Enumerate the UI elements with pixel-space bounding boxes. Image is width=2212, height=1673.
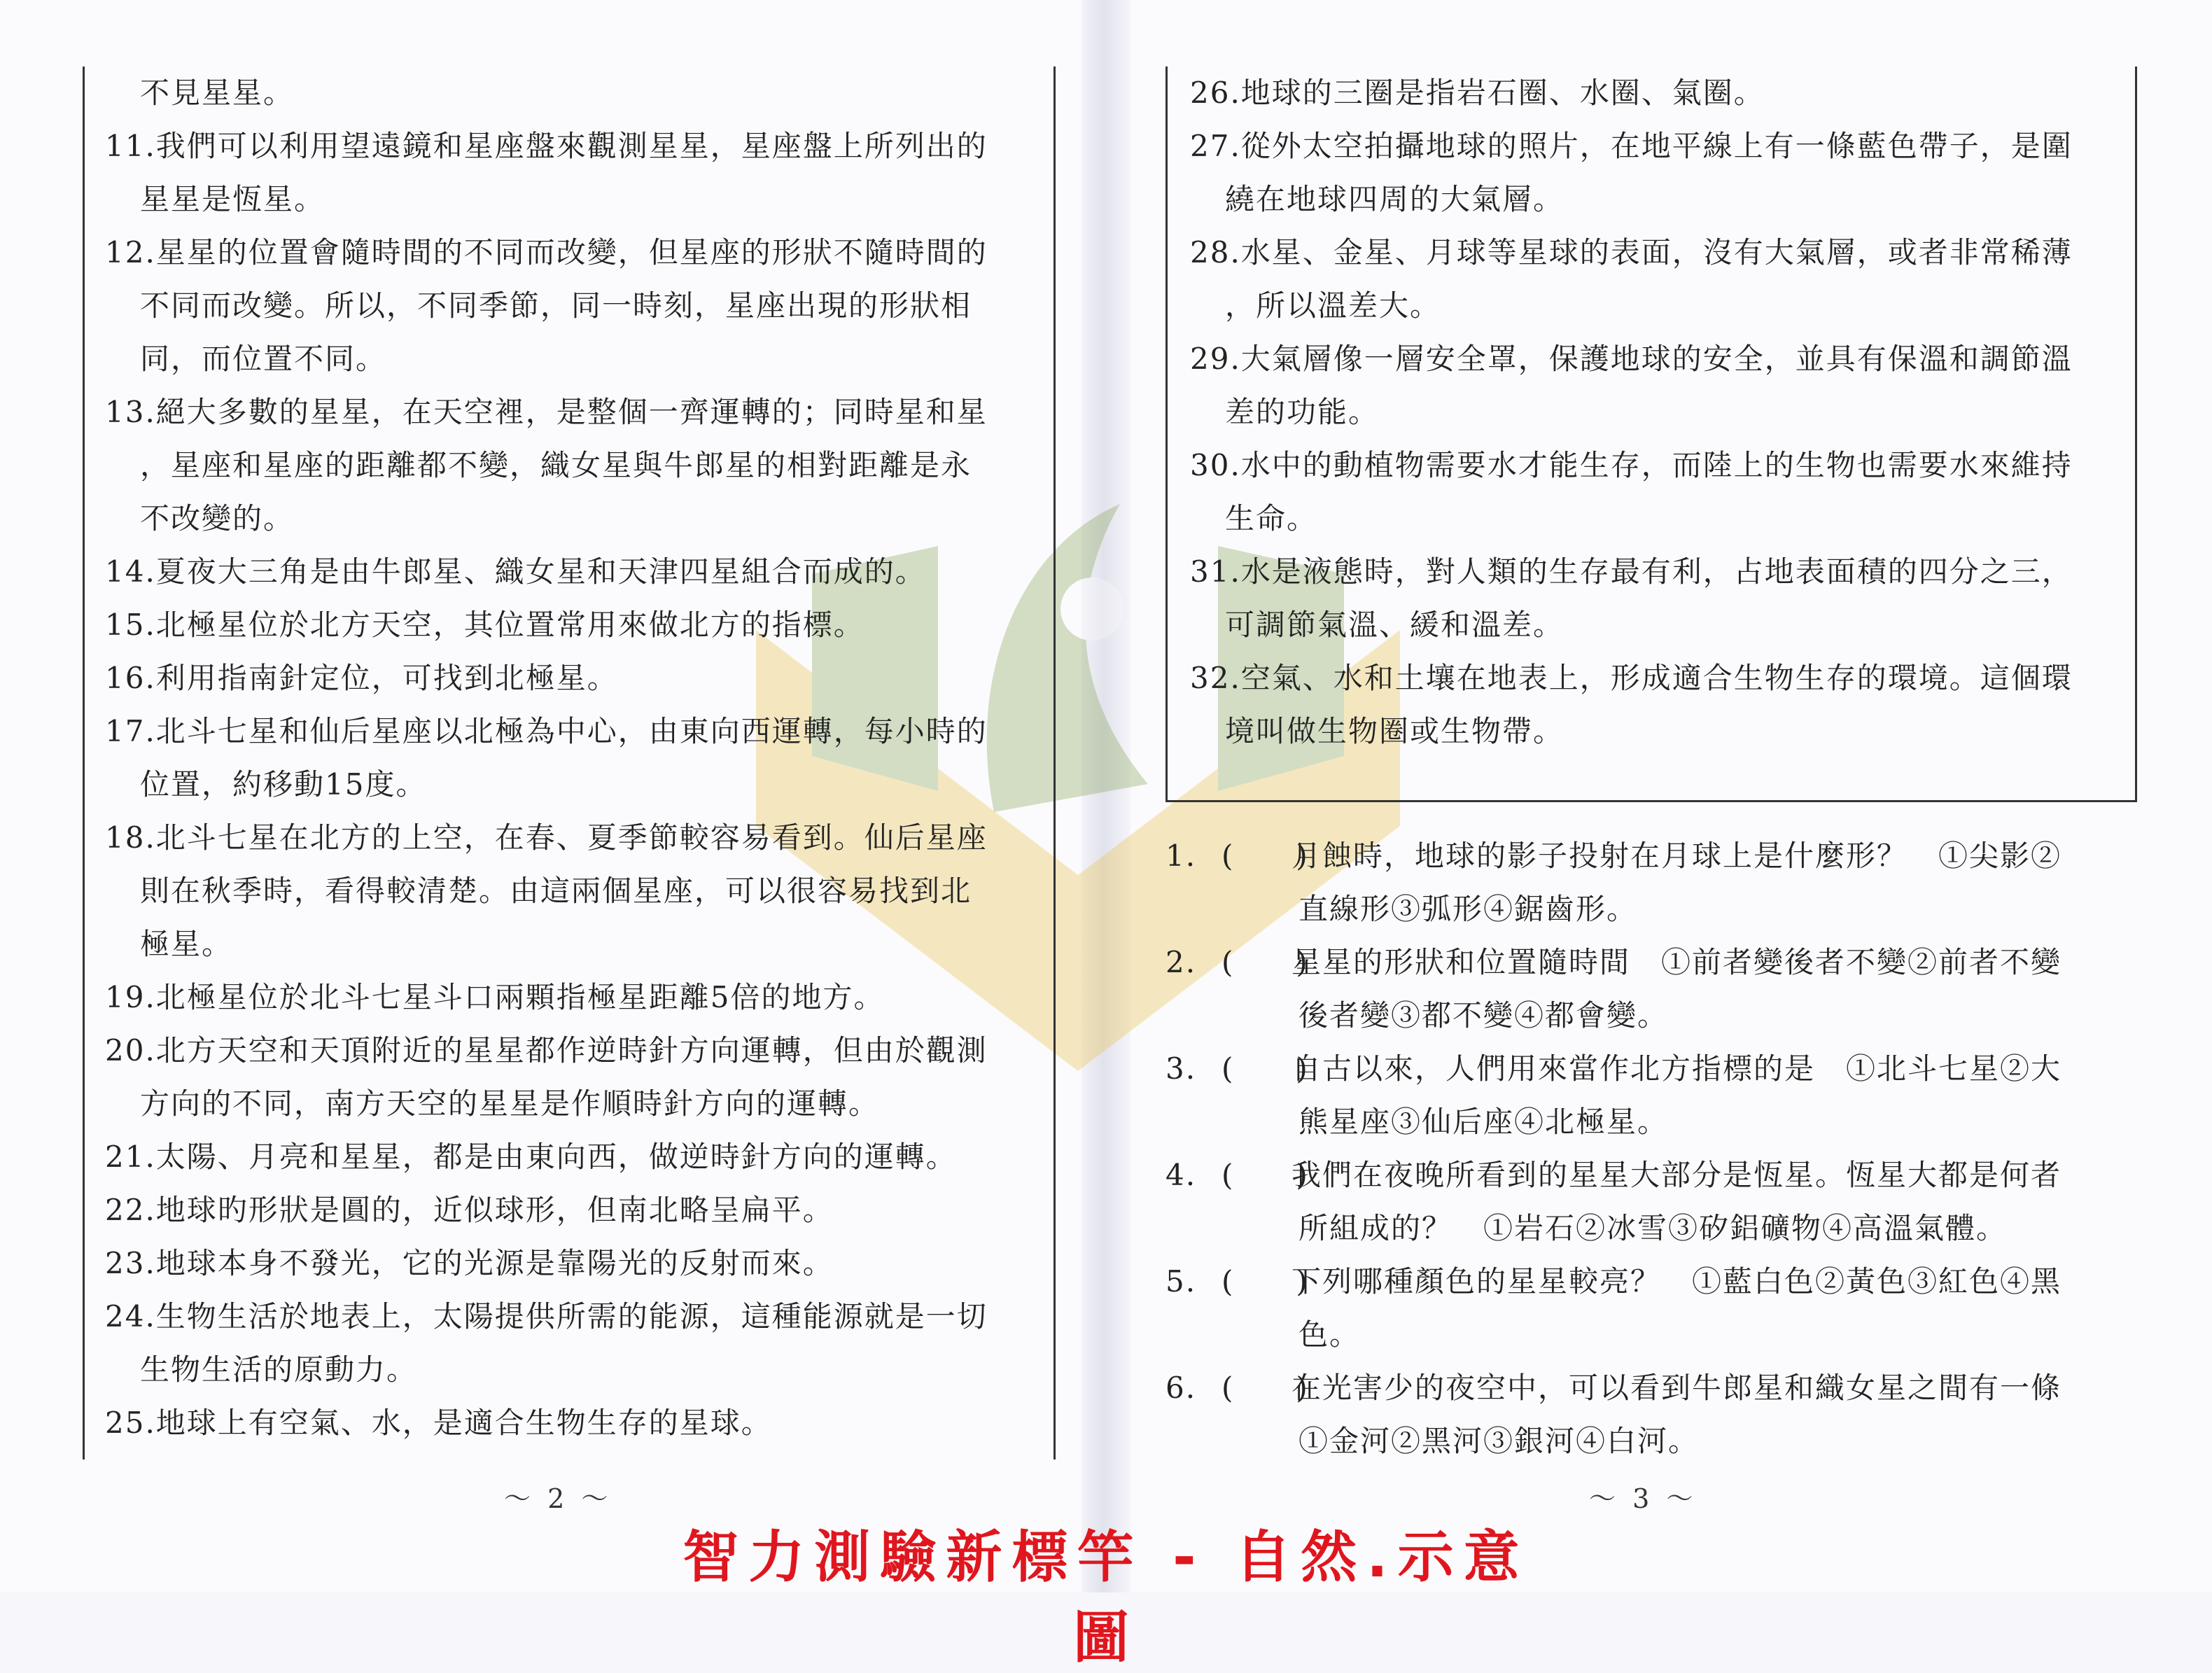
note-text: 夏夜大三角是由牛郎星、織女星和天津四星組合而成的。	[155, 554, 926, 589]
note-item	[105, 652, 1043, 705]
note-number: 25.	[105, 1406, 156, 1440]
note-text-cont: ，所以溫差大。	[1225, 288, 1441, 323]
note-text: 水星、金星、月球等星球的表面，沒有大氣層，或者非常稀薄	[1240, 235, 2073, 270]
note-text: 北極星位於北方天空，其位置常用來做北方的指標。	[155, 608, 864, 642]
note-number: 24.	[105, 1299, 156, 1334]
right-page-number: ～ 3 ～	[1589, 1483, 1698, 1514]
note-text-cont: 境叫做生物圈或生物帶。	[1225, 714, 1564, 748]
note-item	[1190, 545, 2128, 652]
left-page-left-rule	[83, 66, 85, 1460]
note-text: 地球上有空氣、水，是適合生物生存的星球。	[155, 1406, 772, 1440]
note-text: 北方天空和天頂附近的星星都作逆時針方向運轉，但由於觀測	[155, 1033, 988, 1068]
answer-blank: ( )	[1222, 945, 1309, 979]
left-page-right-rule	[1054, 66, 1056, 1460]
note-text: 不見星星。	[140, 76, 295, 110]
note-number: 27.	[1190, 129, 1241, 163]
right-box-bottom-rule	[1166, 800, 2137, 802]
question-number: 5.	[1166, 1264, 1197, 1298]
question-text: 在光害少的夜空中，可以看到牛郎星和織女星之間有一條	[1292, 1371, 2062, 1405]
question-text: 月蝕時，地球的影子投射在月球上是什麼形？ ①尖影②	[1292, 839, 2062, 873]
note-number: 14.	[105, 554, 156, 589]
note-text: 星星的位置會隨時間的不同而改變，但星座的形狀不隨時間的	[155, 235, 988, 270]
note-item	[105, 1130, 1043, 1184]
question-item	[1166, 1149, 2146, 1255]
note-item	[105, 1396, 1043, 1450]
answer-blank: ( )	[1222, 1158, 1309, 1192]
answer-blank: ( )	[1222, 1051, 1309, 1086]
question-text: 我們在夜晚所看到的星星大部分是恆星。恆星大都是何者	[1292, 1158, 2062, 1192]
note-text: 從外太空拍攝地球的照片，在地平線上有一條藍色帶子，是圍	[1240, 129, 2073, 163]
question-text: 自古以來，人們用來當作北方指標的是 ①北斗七星②大	[1292, 1051, 2062, 1086]
question-number: 6.	[1166, 1371, 1197, 1405]
note-item	[105, 1184, 1043, 1237]
question-number: 1.	[1166, 839, 1197, 873]
note-text: 地球本身不發光，它的光源是靠陽光的反射而來。	[155, 1246, 834, 1280]
note-item	[105, 811, 1043, 971]
question-item	[1166, 1255, 2146, 1362]
note-item	[105, 120, 1043, 226]
question-item	[1166, 936, 2146, 1042]
note-text-cont: 則在秋季時，看得較清楚。由這兩個星座，可以很容易找到北	[140, 874, 972, 908]
note-item	[1190, 120, 2128, 226]
note-number: 32.	[1190, 661, 1241, 695]
note-text-cont: 不改變的。	[140, 501, 295, 536]
note-text: 北斗七星和仙后星座以北極為中心，由東向西運轉，每小時的	[155, 714, 988, 748]
note-text-cont: 星星是恆星。	[140, 182, 326, 216]
quiz-questions	[1166, 830, 2146, 1468]
note-number: 28.	[1190, 235, 1241, 270]
note-text: 北斗七星在北方的上空，在春、夏季節較容易看到。仙后星座	[155, 820, 988, 855]
note-number: 22.	[105, 1193, 156, 1227]
note-item	[1190, 332, 2128, 439]
note-item	[105, 386, 1043, 545]
note-text: 絕大多數的星星，在天空裡，是整個一齊運轉的；同時星和星	[155, 395, 988, 429]
footer-caption: 智力測驗新標竿 - 自然.示意圖	[682, 1525, 1530, 1670]
question-text: 星星的形狀和位置隨時間 ①前者變後者不變②前者不變	[1292, 945, 2062, 979]
note-number: 11.	[105, 129, 156, 163]
note-text-cont: 不同而改變。所以，不同季節，同一時刻，星座出現的形狀相	[140, 288, 972, 323]
note-number: 19.	[105, 980, 156, 1014]
note-text-cont: 同，而位置不同。	[140, 342, 387, 376]
note-text-cont: 位置，約移動15度。	[140, 767, 427, 802]
question-item	[1166, 1042, 2146, 1149]
note-number: 23.	[105, 1246, 156, 1280]
question-text-cont: 直線形③弧形④鋸齒形。	[1298, 892, 1638, 926]
note-text-cont: 方向的不同，南方天空的星星是作順時針方向的運轉。	[140, 1086, 880, 1121]
note-text: 地球的三圈是指岩石圈、水圈、氣圈。	[1240, 76, 1765, 110]
note-number: 26.	[1190, 76, 1241, 110]
note-item	[105, 598, 1043, 652]
note-text: 生物生活於地表上，太陽提供所需的能源，這種能源就是一切	[155, 1299, 988, 1334]
question-text-cont: 色。	[1298, 1317, 1361, 1352]
note-number: 15.	[105, 608, 156, 642]
note-text: 北極星位於北斗七星斗口兩顆指極星距離5倍的地方。	[155, 980, 885, 1014]
note-item	[105, 971, 1043, 1024]
question-number: 4.	[1166, 1158, 1197, 1192]
note-number: 29.	[1190, 342, 1241, 376]
right-notes-list	[1190, 66, 2128, 758]
note-item	[105, 1024, 1043, 1130]
note-number: 30.	[1190, 448, 1241, 482]
note-item	[1190, 66, 2128, 120]
note-text: 水中的動植物需要水才能生存，而陸上的生物也需要水來維持	[1240, 448, 2073, 482]
note-number: 13.	[105, 395, 156, 429]
question-text-cont: ①金河②黑河③銀河④白河。	[1298, 1424, 1700, 1458]
question-text-cont: 所組成的？ ①岩石②冰雪③矽鋁礦物④高溫氣體。	[1298, 1211, 2008, 1245]
answer-blank: ( )	[1222, 1264, 1309, 1298]
note-text-cont: ，星座和星座的距離都不變，織女星與牛郎星的相對距離是永	[140, 448, 972, 482]
note-item	[1190, 652, 2128, 758]
note-text: 水是液態時，對人類的生存最有利，占地表面積的四分之三，	[1240, 554, 2073, 589]
right-box-right-rule	[2135, 66, 2137, 802]
note-item	[105, 545, 1043, 598]
note-text-cont: 生命。	[1225, 501, 1318, 536]
note-text-cont: 生物生活的原動力。	[140, 1352, 418, 1387]
right-box-left-rule	[1166, 66, 1168, 802]
question-number: 3.	[1166, 1051, 1197, 1086]
note-text: 大氣層像一層安全罩，保護地球的安全，並具有保溫和調節溫	[1240, 342, 2073, 376]
note-item	[105, 1237, 1043, 1290]
note-item	[105, 1290, 1043, 1396]
note-item	[105, 226, 1043, 386]
question-text-cont: 熊星座③仙后座④北極星。	[1298, 1105, 1669, 1139]
note-text: 地球旳形狀是圓的，近似球形，但南北略呈扁平。	[155, 1193, 834, 1227]
note-text-cont: 差的功能。	[1225, 395, 1380, 429]
note-text-cont: 極星。	[140, 927, 233, 961]
note-number: 17.	[105, 714, 156, 748]
note-item	[1190, 226, 2128, 332]
left-notes-list	[105, 66, 1043, 1450]
note-text: 空氣、水和土壤在地表上，形成適合生物生存的環境。這個環	[1240, 661, 2073, 695]
note-item	[105, 66, 1043, 120]
note-number: 16.	[105, 661, 156, 695]
answer-blank: ( )	[1222, 1371, 1309, 1405]
note-item	[1190, 439, 2128, 545]
question-item	[1166, 830, 2146, 936]
note-text: 我們可以利用望遠鏡和星座盤來觀測星星，星座盤上所列出的	[155, 129, 988, 163]
note-text: 太陽、月亮和星星，都是由東向西，做逆時針方向的運轉。	[155, 1140, 957, 1174]
note-number: 21.	[105, 1140, 156, 1174]
question-item	[1166, 1362, 2146, 1468]
note-number: 18.	[105, 820, 156, 855]
note-text-cont: 可調節氣溫、緩和溫差。	[1225, 608, 1564, 642]
question-text: 下列哪種顏色的星星較亮？ ①藍白色②黃色③紅色④黑	[1292, 1264, 2062, 1298]
question-number: 2.	[1166, 945, 1197, 979]
note-text: 利用指南針定位，可找到北極星。	[155, 661, 618, 695]
note-text-cont: 繞在地球四周的大氣層。	[1225, 182, 1564, 216]
note-number: 12.	[105, 235, 156, 270]
note-number: 20.	[105, 1033, 156, 1068]
note-number: 31.	[1190, 554, 1241, 589]
question-text-cont: 後者變③都不變④都會變。	[1298, 998, 1669, 1032]
note-item	[105, 705, 1043, 811]
answer-blank: ( )	[1222, 839, 1309, 873]
left-page-number: ～ 2 ～	[504, 1483, 612, 1514]
